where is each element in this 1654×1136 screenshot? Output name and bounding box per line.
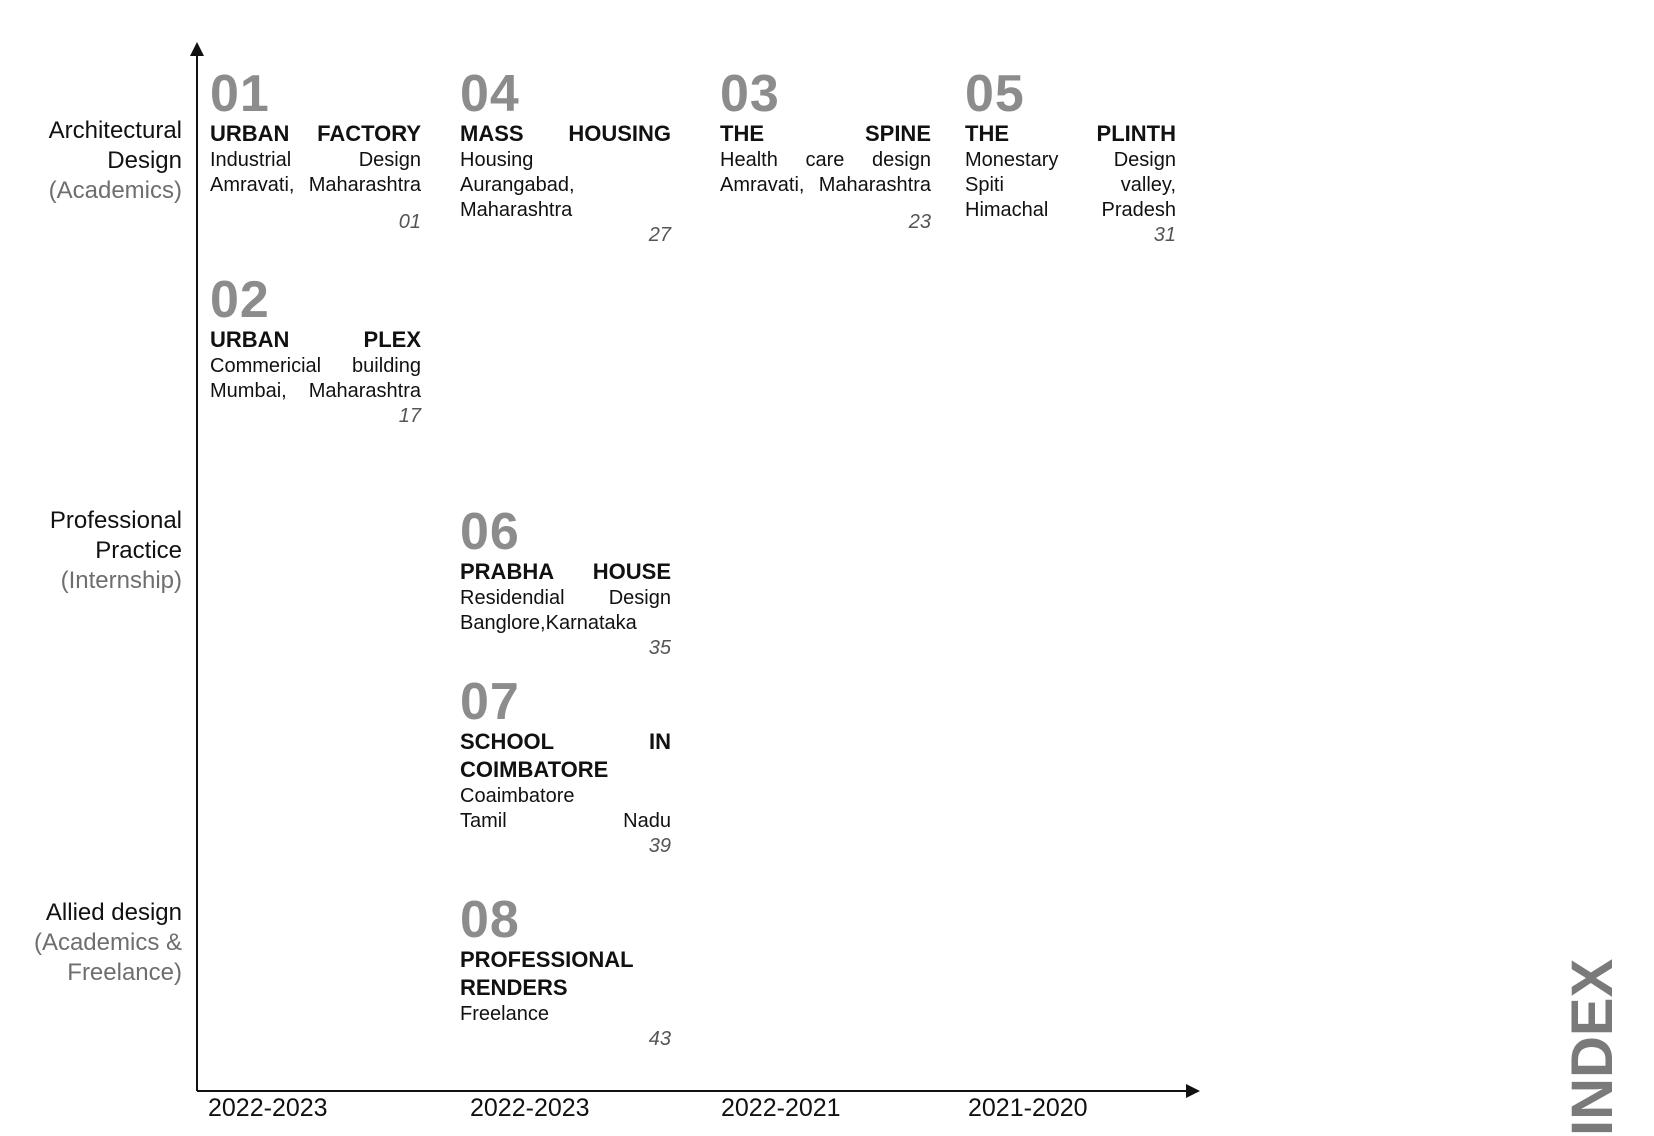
project-title: COIMBATORE — [460, 757, 609, 782]
category-title: Allied design — [45, 899, 182, 926]
category-subtitle: (Academics) — [48, 177, 182, 204]
project-type: Coaimbatore — [460, 785, 575, 807]
project-title: THE PLINTH — [965, 121, 1176, 146]
year-label: 2022-2021 — [721, 1094, 841, 1122]
project-title: RENDERS — [460, 975, 568, 1000]
project-card-03[interactable] — [720, 65, 931, 234]
page-number: 23 — [908, 211, 931, 233]
project-location: Banglore,Karnataka — [460, 612, 637, 634]
project-type: Housing — [460, 149, 534, 171]
category-title: Design — [107, 147, 182, 174]
project-title: THE SPINE — [720, 121, 931, 146]
project-type: Freelance — [460, 1003, 549, 1025]
project-type: Industrial Design — [210, 149, 421, 171]
project-title: SCHOOL IN — [460, 729, 671, 754]
project-location: Spiti valley, — [965, 174, 1176, 196]
project-location: Mumbai, Maharashtra — [210, 380, 421, 402]
project-type: Monestary Design — [965, 149, 1176, 171]
category-architectural-design — [49, 116, 182, 206]
page-number: 35 — [648, 637, 671, 659]
category-allied-design — [34, 898, 182, 988]
category-subtitle: (Academics & — [33, 929, 182, 956]
project-card-02[interactable] — [210, 271, 421, 428]
project-number: 08 — [460, 891, 520, 949]
project-location: Amravati, Maharashtra — [210, 174, 421, 196]
project-card-05[interactable] — [965, 65, 1176, 247]
y-axis-arrow-icon — [190, 42, 204, 56]
project-location: Tamil Nadu — [460, 810, 671, 832]
project-type: Health care design — [720, 149, 931, 171]
project-card-06[interactable] — [460, 503, 671, 660]
category-title: Architectural — [48, 117, 182, 144]
project-card-07[interactable] — [460, 673, 671, 858]
project-type: Commericial building — [210, 355, 421, 377]
project-title: URBAN FACTORY — [210, 121, 421, 146]
page-number: 27 — [648, 224, 671, 246]
project-location: Amravati, Maharashtra — [720, 174, 931, 196]
index-heading: INDEX — [1560, 958, 1625, 1136]
year-label: 2022-2023 — [470, 1094, 590, 1122]
project-number: 06 — [460, 503, 520, 561]
category-subtitle: Freelance) — [67, 959, 182, 986]
page-number: 17 — [398, 405, 421, 427]
category-title: Practice — [95, 537, 182, 564]
project-card-08[interactable] — [460, 891, 671, 1051]
project-number: 02 — [210, 271, 270, 329]
project-location: Aurangabad, — [460, 174, 575, 196]
page-number: 39 — [648, 835, 671, 857]
project-type: Residendial Design — [460, 587, 671, 609]
year-label: 2022-2023 — [208, 1094, 328, 1122]
project-title: URBAN PLEX — [210, 327, 421, 352]
project-card-04[interactable] — [460, 65, 671, 247]
page-number: 31 — [1153, 224, 1176, 246]
project-location: Himachal Pradesh — [965, 199, 1176, 221]
category-title: Professional — [49, 507, 182, 534]
year-label: 2021-2020 — [968, 1094, 1088, 1122]
project-number: 01 — [210, 65, 270, 123]
project-title: PROFESSIONAL — [460, 947, 634, 972]
project-card-01[interactable] — [210, 65, 421, 234]
project-number: 04 — [460, 65, 520, 123]
page-number: 43 — [648, 1028, 671, 1050]
project-number: 03 — [720, 65, 780, 123]
project-number: 07 — [460, 673, 520, 731]
project-title: MASS HOUSING — [460, 121, 671, 146]
category-subtitle: (Internship) — [60, 567, 182, 594]
project-location: Maharashtra — [460, 199, 573, 221]
project-title: PRABHA HOUSE — [460, 559, 671, 584]
category-professional-practice — [50, 506, 182, 596]
project-number: 05 — [965, 65, 1025, 123]
x-axis-arrow-icon — [1186, 1084, 1200, 1098]
page-number: 01 — [398, 211, 421, 233]
